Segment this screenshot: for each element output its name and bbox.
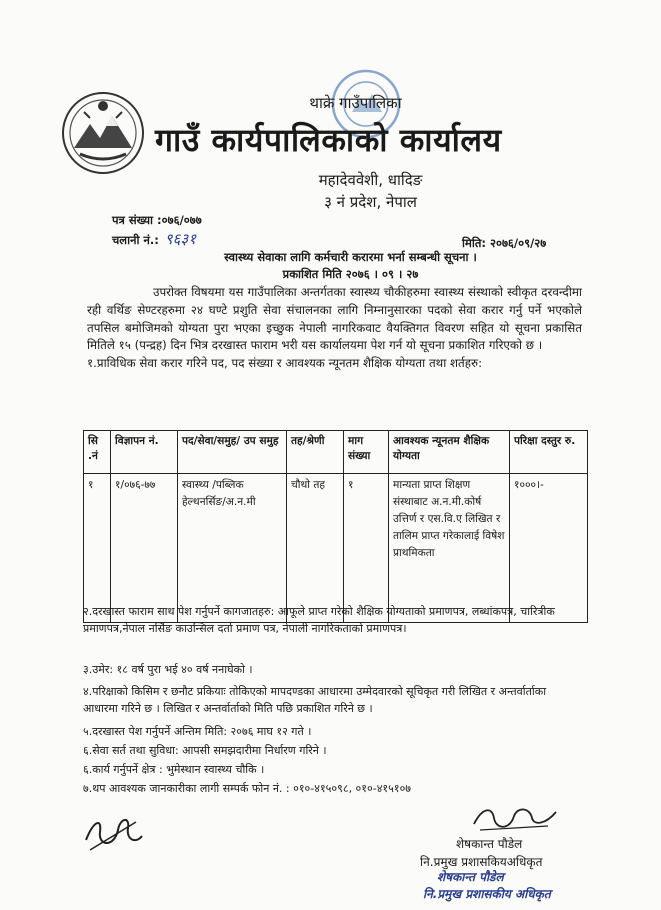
notice-body [87, 284, 582, 373]
notice-date: मिति: २०७६/०९/२७ [462, 236, 547, 250]
point-6: ६.सेवा सर्त तथा सुविधा: आपसी समझदारीमा निर्धारण गरिने । [83, 744, 327, 757]
signature-right-icon [470, 800, 560, 836]
dispatch-value: ९६३१ [164, 230, 196, 248]
letter-number: पत्र संख्या :०७६/०७७ [112, 213, 202, 227]
col-level: तह/श्रेणी [287, 431, 344, 474]
point-4: ४.परिक्षाको किसिम र छनौट प्रकियाः तोकिएको मापदण्डका आधारमा उम्मेदवारको सूचिकृत गरी लिखित र अन्तर्वार्ताका आधारमा गरिने छ । लिखित र अन्तर्वार्ताको मिति पछि प्रकाशित गरिने छ । [83, 685, 547, 715]
cell-qualification: मान्यता प्राप्त शिक्षण संस्थाबाट अ.न.मी.कोर्ष उत्तिर्ण र एस.वि.ए लिखित र तालिम प्राप्त गरेकालाई विषेश प्राथमिकता [389, 474, 510, 623]
cell-count: १ [344, 474, 389, 623]
cell-level: चौथो तह [287, 474, 344, 623]
point-6b: ६.कार्य गर्नुपर्ने क्षेत्र : भुमेस्थान स्वास्थ्य चौकि । [83, 763, 265, 776]
office-title: गाउँ कार्यपालिकाको कार्यालय [155, 121, 502, 159]
col-count: माग संख्या [344, 431, 389, 474]
dispatch-label: चलानी नं.: [112, 233, 159, 247]
table-row [84, 474, 588, 623]
point-3: ३.उमेर: १८ वर्ष पुरा भई ४० वर्ष ननाघेको । [83, 663, 253, 676]
table-header-row [84, 431, 588, 474]
notice-body-text: उपरोक्त विषयमा यस गाउँपालिका अन्तर्गतका स्वास्थ्य चौकीहरुमा स्वास्थ्य संस्थाको स्वीकृत दरवन्दीमा रही वर्थिङ सेण्टरहरुमा २४ घण्टे प्रशुति सेवा संचालनका लागि निम्नानुसारका पदको सेवा करार गर्नु पर्ने भएकोले तपसिल बमोजिमको योग्यता पुरा भएका इच्छुक नेपाली नागरिकवाट वैयक्तिगत विवरण सहित यो सूचना प्रकासित मितिले १५ (पन्द्रह) दिन भित्र दरखास्त फाराम भरी यस कार्यालयमा पेश गर्न यो सूचना प्रकाशित गरिएको छ । [87, 285, 582, 353]
col-fee: परिक्षा दस्तुर रु. [510, 431, 588, 474]
cell-ad-no: १/०७६-७७ [111, 474, 178, 623]
cell-fee: १०००।- [510, 474, 588, 623]
dispatch-number [112, 229, 196, 249]
point-5: ५.दरखास्त पेश गर्नुपर्ने अन्तिम मिति: २०७६ माघ १२ गते । [83, 725, 312, 738]
signatory-name: शेषकान्त पौडेल [456, 837, 523, 851]
cell-post: स्वास्थ्य /पब्लिक हेल्थनर्सिङ/अ.न.मी [178, 474, 287, 623]
published-date: प्रकाशित मिति २०७६ । ०९ । २७ [282, 267, 419, 281]
point-1: १.प्राविधिक सेवा करार गरिने पद, पद संख्या र आवश्यक न्यूनतम शैक्षिक योग्यता तथा शर्तहरु: [87, 356, 483, 371]
signature-left-icon [80, 810, 146, 856]
signatory-title: नि.प्रमुख प्रशासकियअधिकृत [420, 855, 543, 869]
address-line-2: ३ नं प्रदेश, नेपाल [324, 193, 417, 211]
notice-title: स्वास्थ्य सेवाका लागि कर्मचारी करारमा भर्ना सम्बन्धी सूचना । [224, 250, 477, 264]
col-qualification: आवश्यक न्यूनतम शैक्षिक योग्यता [389, 431, 510, 474]
point-2: २.दरखास्त फाराम साथ पेश गर्नुपर्ने कागजातहरु: आफूले प्राप्त गरेको शैक्षिक योग्यताको प्रमाणपत्र, लब्धांकपत्र, चारित्रीक प्रमाणपत्र,नेपाल नर्सिङ काउन्सिल दर्ता प्रमाण पत्र, नेपाली नागरिकताको प्रमाणपत्र। [83, 605, 555, 635]
point-7: ७.थप आवश्यक जानकारीका लागी सम्पर्क फोन नं. : ०१०-४१५०९८, ०१०-४१५१०७ [83, 782, 412, 795]
col-post: पद/सेवा/समुह/ उप समुह [178, 431, 287, 474]
address-line-1: महादेववेशी, धादिङ [318, 171, 423, 189]
stamp-title: नि.प्रमुख प्रशासकीय अधिकृत [423, 887, 551, 901]
posts-table [83, 430, 588, 623]
col-ad-no: विज्ञापन नं. [111, 431, 178, 474]
col-sn: सि .नं [84, 431, 111, 474]
stamp-name: शेषकान्त पौडेल [437, 870, 504, 884]
cell-sn: १ [84, 474, 111, 623]
municipality-name: थाक्रे गाउँपालिका [309, 94, 402, 112]
